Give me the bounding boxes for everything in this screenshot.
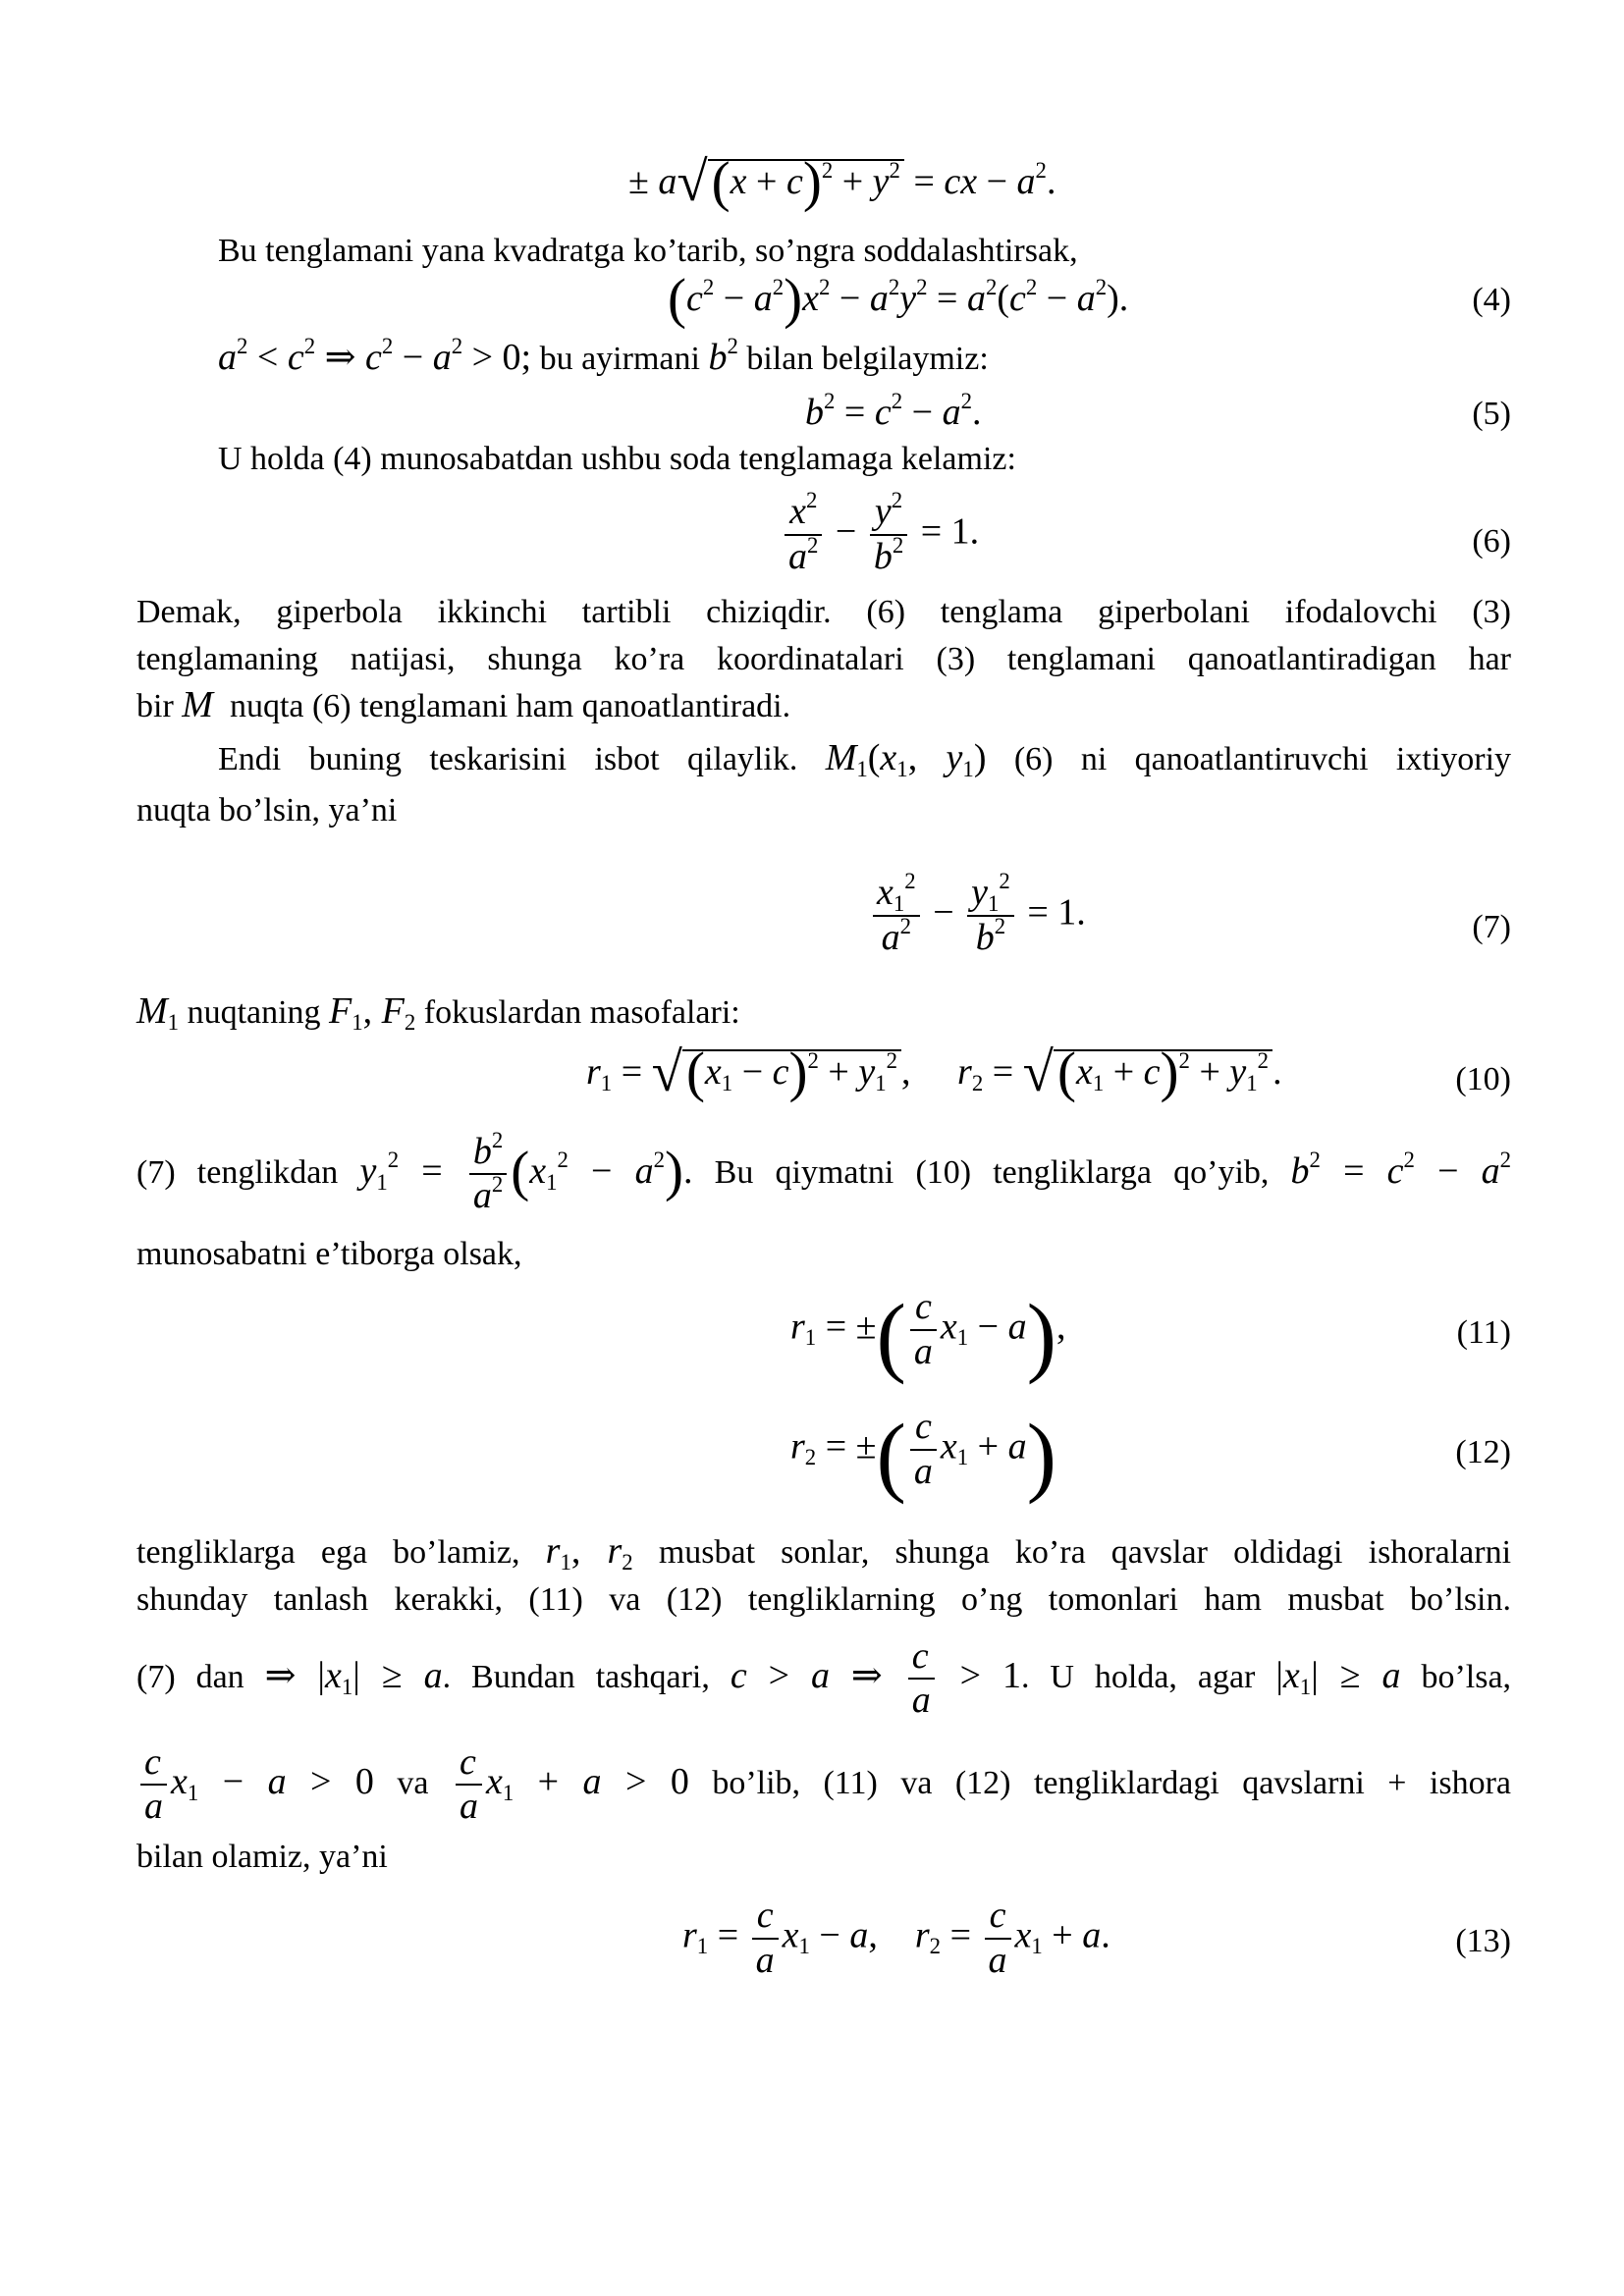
- equation-7: $\frac{x_1^2}{a^2}$ − $\frac{y_1^2}{b^2}$ = 1.: [869, 872, 1086, 959]
- paragraph-foci: $M_1$ nuqtaning $F_1$, $F_2$ fokuslardan masofalari:: [136, 990, 740, 1035]
- paragraph-inequality: $a^2 < c^2$ ⇒ $c^2 - a^2 > 0$; bu ayirmani $b^2$ bilan belgilaymiz:: [218, 334, 989, 378]
- equation-number-12: (12): [1455, 1434, 1511, 1470]
- equation-6: $\frac{x^2}{a^2}$ − $\frac{y^2}{b^2}$ = 1.: [781, 491, 979, 578]
- equation-number-5: (5): [1472, 396, 1511, 432]
- equation-4: $(c^2 - a^2)x^2 - a^2y^2 = a^2(c^2 - a^2)$.: [668, 267, 1129, 330]
- paragraph-positive-line-1: tengliklarga ega bo’lamiz, $r_1$, $r_2$ musbat sonlar, shunga ko’ra qavslar oldidagi ishoralarni: [136, 1530, 1512, 1575]
- paragraph-converse-line-1: Endi buning teskarisini isbot qilaylik. $M_1(x_1$, $y_1$) (6) ni qanoatlantiruvchi ixtiyoriy: [218, 737, 1512, 781]
- equation-5: $b^2 = c^2 - a^2$.: [805, 389, 982, 433]
- paragraph-both-positive: $\frac{c}{a}$ $x_1 - a > 0$ va $\frac{c}{a}$ $x_1 + a > 0$ bo’lib, (11) va (12) tengliklardagi qavslarni + ishora: [136, 1737, 1511, 1826]
- paragraph-then: U holda (4) munosabatdan ushbu soda tenglamaga kelamiz:: [218, 441, 1016, 477]
- equation-number-11: (11): [1456, 1314, 1511, 1351]
- equation-number-4: (4): [1472, 282, 1511, 318]
- equation-line-1: ± $a√(x + c)^2 + y^2$ = cx − $a^2$.: [628, 150, 1056, 213]
- equation-number-10: (10): [1455, 1061, 1511, 1097]
- paragraph-substitution: (7) tenglikdan $y_1^2$ = $\frac{b^2}{a^2}$ $(x_1^2 - a^2)$. Bu qiymatni (10) tengliklarga qo’yib, $b^2 = c^2 - a^2$: [136, 1127, 1512, 1217]
- equation-number-13: (13): [1455, 1923, 1511, 1959]
- paragraph-demak-line-3: bir M nuqta (6) tenglamani ham qanoatlantiradi.: [136, 684, 791, 725]
- equation-11: $r_1$ = ±( $\frac{c}{a}$ $x_1 - a$),: [790, 1285, 1066, 1385]
- paragraph-considering: munosabatni e’tiborga olsak,: [136, 1236, 522, 1272]
- equation-number-7: (7): [1472, 909, 1511, 945]
- paragraph-abs-value: (7) dan ⇒ $|x_1| \ge a$. Bundan tashqari, c > a ⇒ $\frac{c}{a}$ > 1. U holda, agar $|x_1| \ge a$ bo’lsa,: [136, 1634, 1512, 1722]
- paragraph-positive-line-2: shunday tanlash kerakki, (11) va (12) tengliklarning o’ng tomonlari ham musbat bo’lsin.: [136, 1581, 1511, 1618]
- equation-13: $r_1$ = $\frac{c}{a}$ $x_1 - a$, $r_2$ = $\frac{c}{a}$ $x_1 + a$.: [682, 1895, 1110, 1981]
- paragraph-demak-line-1: Demak, giperbola ikkinchi tartibli chiziqdir. (6) tenglama giperbolani ifodalovchi (3): [136, 594, 1511, 630]
- paragraph-demak-line-2: tenglamaning natijasi, shunga ko’ra koordinatalari (3) tenglamani qanoatlantiradigan har: [136, 641, 1511, 677]
- paragraph-squaring: Bu tenglamani yana kvadratga ko’tarib, so’ngra soddalashtirsak,: [218, 233, 1078, 269]
- equation-12: $r_2$ = ±( $\frac{c}{a}$ $x_1 + a$): [790, 1405, 1056, 1505]
- paragraph-converse-line-2: nuqta bo’lsin, ya’ni: [136, 792, 398, 828]
- equation-number-6: (6): [1472, 523, 1511, 560]
- paragraph-take-plus: bilan olamiz, ya’ni: [136, 1839, 388, 1875]
- equation-10: $r_1 = √(x_1 - c)^2 + y_1^2$ , $r_2 = √(x_1 + c)^2 + y_1^2$ .: [586, 1041, 1282, 1103]
